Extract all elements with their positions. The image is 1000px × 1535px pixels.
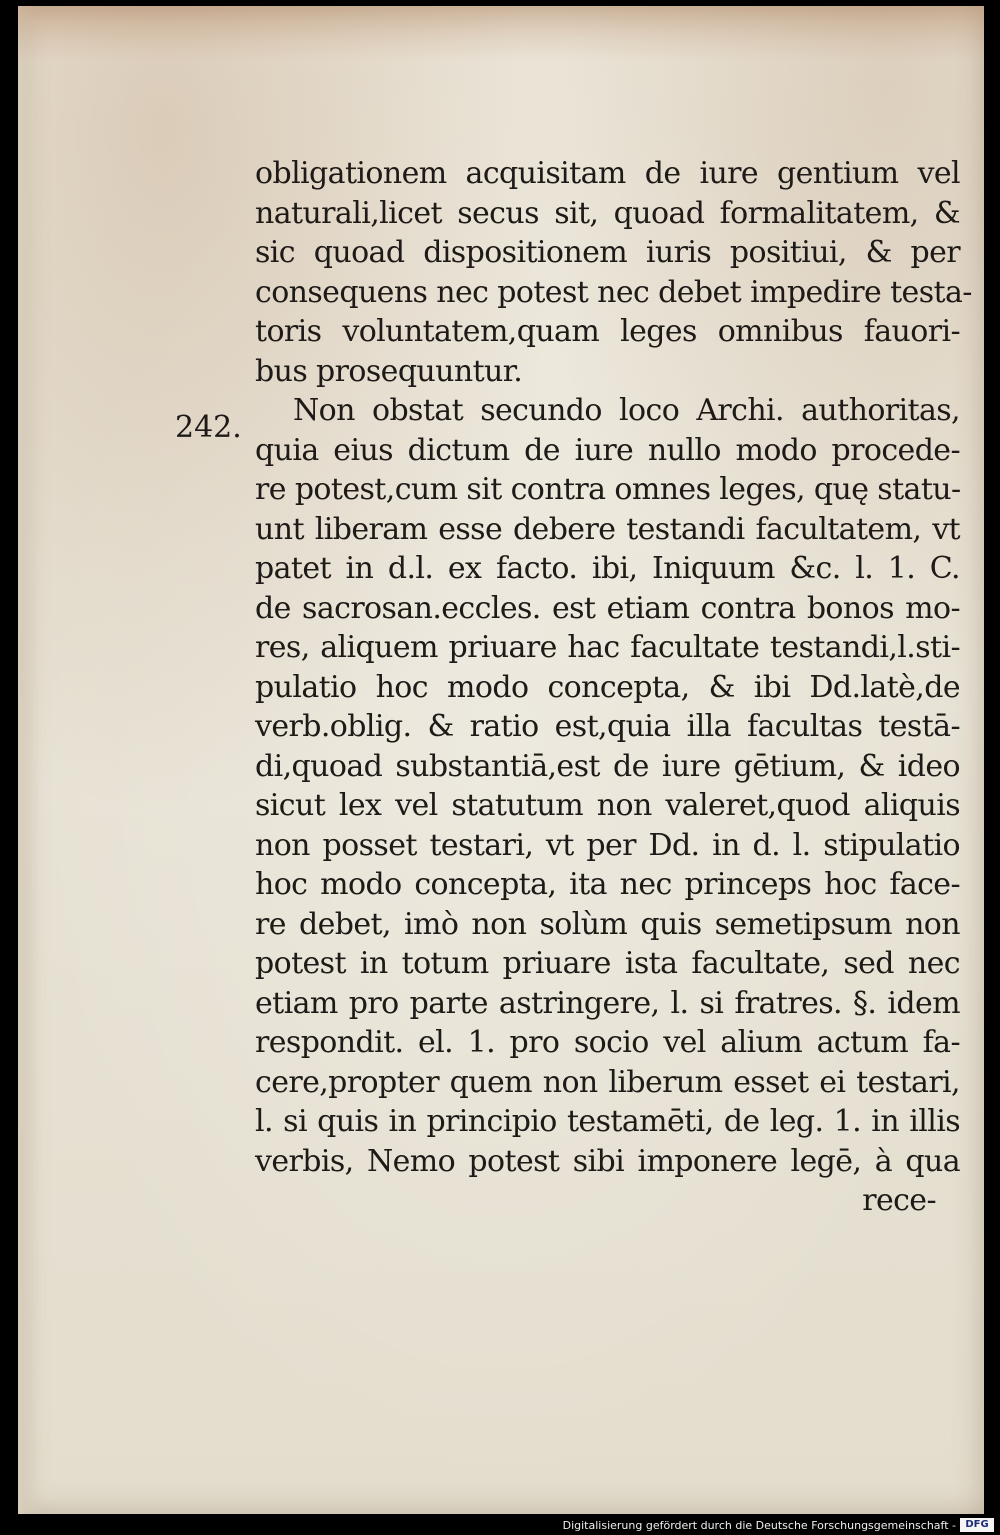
text-line: consequens nec potest nec debet impedire testa- xyxy=(255,274,972,310)
text-line: quia eius dictum de iure nullo modo procede- xyxy=(255,432,960,468)
catchword: rece- xyxy=(862,1183,936,1218)
text-line: patet in d.l. ex facto. ibi, Iniquum &c. l. 1. C. xyxy=(255,551,960,586)
text-line: verb.oblig. & ratio est,quia illa facultas testā- xyxy=(255,709,960,744)
text-line: di,quoad substantiā,est de iure gētium, & ideo xyxy=(255,748,960,784)
text-line: etiam pro parte astringere, l. si fratres. §. idem xyxy=(255,985,960,1021)
text-line: re potest,cum sit contra omnes leges, quę statu- xyxy=(255,472,961,507)
text-line: unt liberam esse debere testandi facultatem, vt xyxy=(255,511,960,547)
text-line: bus prosequuntur. xyxy=(255,353,523,389)
text-line: sicut lex vel statutum non valeret,quod aliquis xyxy=(255,788,960,823)
paragraph-number: 242. xyxy=(175,410,242,445)
page-left-edge xyxy=(18,6,40,1514)
text-line: potest in totum priuare ista facultate, sed nec xyxy=(255,946,960,981)
text-line: Non obstat secundo loco Archi. authoritas, xyxy=(293,393,960,428)
text-line: obligationem acquisitam de iure gentium vel xyxy=(255,156,960,191)
text-line: de sacrosan.eccles. est etiam contra bonos mo- xyxy=(255,590,960,626)
text-line: res, aliquem priuare hac facultate testandi,l.sti- xyxy=(255,630,960,665)
text-line: l. si quis in principio testamēti, de leg. 1. in illis xyxy=(255,1104,960,1139)
text-line: cere,propter quem non liberum esset ei testari, xyxy=(255,1064,960,1100)
text-line: respondit. el. 1. pro socio vel alium actum fa- xyxy=(255,1025,960,1060)
text-line: toris voluntatem,quam leges omnibus fauori- xyxy=(255,314,960,349)
page-top-stain xyxy=(18,6,984,61)
text-line: naturali,licet secus sit, quoad formalitatem, & xyxy=(255,195,960,231)
funding-notice: Digitalisierung gefördert durch die Deutsche Forschungsgemeinschaft - xyxy=(562,1519,956,1532)
text-line: verbis, Nemo potest sibi imponere legē, à qua xyxy=(255,1143,960,1179)
text-line: hoc modo concepta, ita nec princeps hoc face- xyxy=(255,867,960,902)
text-line: sic quoad dispositionem iuris positiui, & per xyxy=(255,235,960,270)
text-line: pulatio hoc modo concepta, & ibi Dd.latè,de xyxy=(255,669,960,705)
text-block xyxy=(255,154,972,1221)
text-line: non posset testari, vt per Dd. in d. l. stipulatio xyxy=(255,827,960,863)
dfg-logo-icon: DFG xyxy=(960,1518,994,1532)
text-line: re debet, imò non solùm quis semetipsum non xyxy=(255,906,960,942)
footer-bar xyxy=(0,1514,1000,1535)
